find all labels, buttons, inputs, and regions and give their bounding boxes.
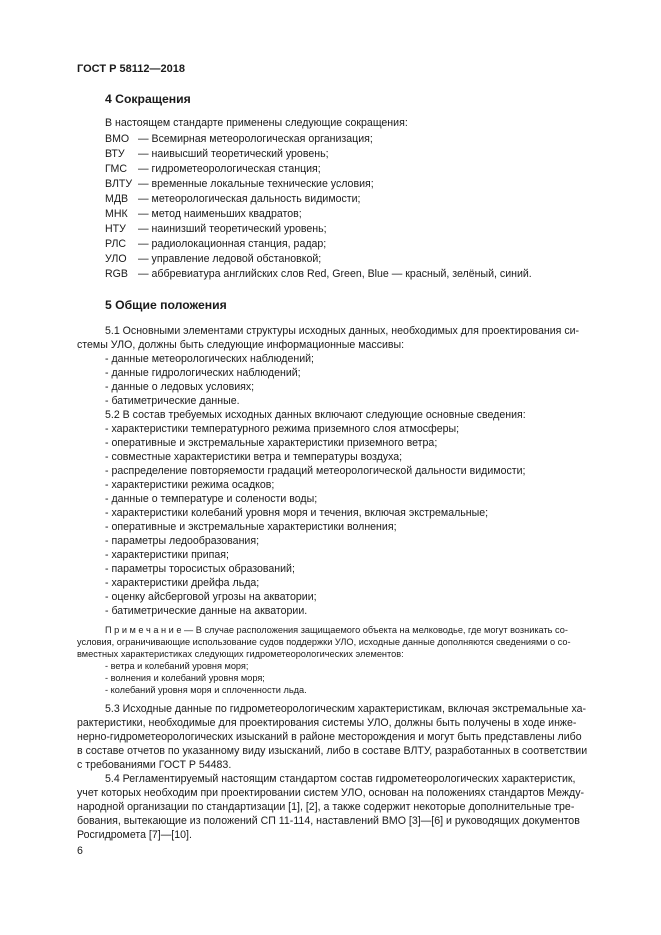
list-item: - данные гидрологических наблюдений; [105,367,301,379]
abbreviation-code: ВЛТУ [105,178,133,190]
list-item: - данные метеорологических наблюдений; [105,353,314,365]
paragraph-5-3-line: нерно-гидрометеорологических изысканий в районе месторождения и могут быть представлены либо [77,731,582,743]
abbreviation-item [105,253,321,267]
abbreviation-item [105,223,327,237]
document-header: ГОСТ Р 58112—2018 [77,63,185,75]
abbreviation-text: — наивысший теоретический уровень; [138,148,329,160]
abbreviation-item [105,208,302,222]
list-item: - характеристики дрейфа льда; [105,577,260,589]
list-item: - данные о температуре и солености воды; [105,493,318,505]
list-item: - характеристики припая; [105,549,229,561]
abbreviation-item [105,148,329,162]
list-item: - параметры ледообразования; [105,535,260,547]
list-item: - батиметрические данные. [105,395,240,407]
page-number: 6 [77,845,83,857]
abbreviation-item [105,238,326,252]
section-4-title: 4 Сокращения [105,92,191,106]
section-4-intro: В настоящем стандарте применены следующие сокращения: [105,117,408,129]
abbreviation-text: — управление ледовой обстановкой; [138,253,322,265]
note-list-item: - волнения и колебаний уровня моря; [105,673,265,683]
list-item: - совместные характеристики ветра и температуры воздуха; [105,451,403,463]
paragraph-5-3-line: с требованиями ГОСТ Р 54483. [77,759,232,771]
abbreviation-code: МДВ [105,193,129,205]
note-list-item: - колебаний уровня моря и сплоченности льда. [105,685,307,695]
abbreviation-code: УЛО [105,253,127,265]
list-item: - характеристики колебаний уровня моря и течения, включая экстремальные; [105,507,489,519]
paragraph-5-3-line: 5.3 Исходные данные по гидрометеорологическим характеристикам, включая экстремальные ха- [105,703,587,715]
abbreviation-item [105,268,532,282]
abbreviation-text: — Всемирная метеорологическая организация; [138,133,373,145]
paragraph-5-4-line: Росгидромета [7]—[10]. [77,829,192,841]
note-line: вместных характеристиках следующих гидрометеорологических элементов: [77,649,404,659]
section-5-title: 5 Общие положения [105,298,227,312]
paragraph-5-3-line: рактеристики, необходимые для проектирования системы УЛО, должны быть получены в ходе инже- [77,717,577,729]
list-item: - распределение повторяемости градаций метеорологической дальности видимости; [105,465,526,477]
abbreviation-code: RGB [105,268,128,280]
paragraph-5-3-line: в составе отчетов по указанному виду изысканий, либо в составе ВЛТУ, разработанных в соответствии [77,745,588,757]
list-item: - данные о ледовых условиях; [105,381,255,393]
abbreviation-code: ВМО [105,133,130,145]
abbreviation-code: ГМС [105,163,127,175]
abbreviation-text: — наинизший теоретический уровень; [138,223,327,235]
list-item: - параметры торосистых образований; [105,563,295,575]
abbreviation-text: — аббревиатура английских слов Red, Green, Blue — красный, зелёный, синий. [138,268,532,280]
abbreviation-item [105,193,361,207]
list-item: - оценку айсберговой угрозы на акватории; [105,591,317,603]
list-item: - характеристики режима осадков; [105,479,275,491]
abbreviation-code: ВТУ [105,148,125,160]
paragraph-5-1-line: 5.1 Основными элементами структуры исходных данных, необходимых для проектирования си- [105,325,580,337]
abbreviation-text: — временные локальные технические условия; [138,178,374,190]
note-label: П р и м е ч а н и е [105,625,182,635]
abbreviation-text: — гидрометеорологическая станция; [138,163,321,175]
paragraph-5-4-line: народной организации по стандартизации [1], [2], а также содержит некоторые дополнительные тре- [77,801,575,813]
abbreviation-code: НТУ [105,223,126,235]
paragraph-5-4-line: 5.4 Регламентируемый настоящим стандартом состав гидрометеорологических характеристик, [105,773,576,785]
paragraph-5-4-line: учет которых необходим при проектировании систем УЛО, основан на положениях стандартов Между- [77,787,585,799]
abbreviation-item [105,163,321,177]
abbreviation-code: МНК [105,208,128,220]
note-line: условия, ограничивающие использование судов поддержки УЛО, исходные данные дополняются сведениями о со- [77,637,571,647]
paragraph-5-1-line: стемы УЛО, должны быть следующие информационные массивы: [77,339,405,351]
abbreviation-text: — метеорологическая дальность видимости; [138,193,361,205]
paragraph-5-2: 5.2 В состав требуемых исходных данных включают следующие основные сведения: [105,409,526,421]
abbreviation-text: — метод наименьших квадратов; [138,208,302,220]
abbreviation-item [105,178,374,192]
list-item: - оперативные и экстремальные характеристики волнения; [105,521,397,533]
list-item: - характеристики температурного режима приземного слоя атмосферы; [105,423,460,435]
note-text: — В случае расположения защищаемого объекта на мелководье, где могут возникать со- [181,625,568,635]
list-item: - оперативные и экстремальные характеристики приземного ветра; [105,437,438,449]
abbreviation-text: — радиолокационная станция, радар; [138,238,327,250]
paragraph-5-4-line: бования, вытекающие из положений СП 11-114, наставлений ВМО [3]—[6] и руководящих документов [77,815,580,827]
list-item: - батиметрические данные на акватории. [105,605,308,617]
abbreviation-item [105,133,373,147]
note-list-item: - ветра и колебаний уровня моря; [105,661,249,671]
abbreviation-code: РЛС [105,238,127,250]
